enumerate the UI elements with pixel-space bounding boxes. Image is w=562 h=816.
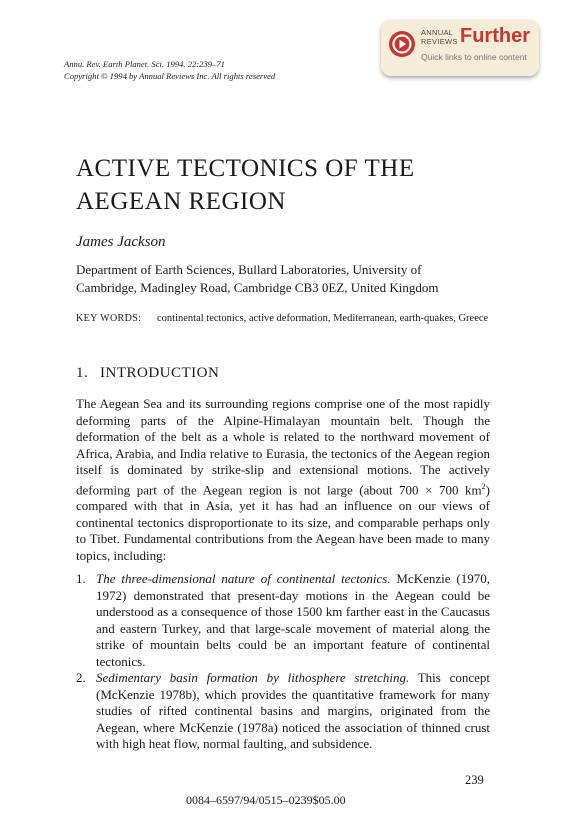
list-item-marker: 2. bbox=[76, 670, 86, 685]
affiliation-line-2: Cambridge, Madingley Road, Cambridge CB3 0EZ, United Kingdom bbox=[76, 280, 439, 295]
author-name: James Jackson bbox=[76, 234, 166, 250]
list-item bbox=[76, 670, 490, 753]
list-item-emphasis: The three-dimensional nature of continental tectonics. bbox=[96, 571, 391, 586]
section-title: INTRODUCTION bbox=[100, 365, 220, 381]
intro-paragraph bbox=[76, 396, 490, 564]
author-affiliation bbox=[76, 261, 439, 297]
list-item bbox=[76, 571, 490, 670]
keywords-label: KEY WORDS: bbox=[76, 313, 142, 324]
list-item-text: This concept (McKenzie 1978b), which provides the quantitative framework for many studies of rifted continental basins and margins, originated from the Aegean, where McKenzie (1978a) noticed the association of thinned crust with high heat flow, normal faulting, and subsidence. bbox=[96, 670, 490, 751]
article-title bbox=[76, 152, 415, 218]
badge-annual-reviews-label: ANNUAL REVIEWS bbox=[421, 28, 458, 46]
section-number: 1. bbox=[76, 365, 89, 381]
intro-text-b: ) compared with that in Asia, yet it has had an influence on our views of continental tectonics disproportionate to its size, and comparable perhaps only to Tibet. Fundamental contributions from the Aegean have been made to many topics, including: bbox=[76, 481, 490, 563]
contributions-list bbox=[76, 571, 490, 753]
page-number: 239 bbox=[465, 773, 484, 787]
badge-quick-links-text: Quick links to online content bbox=[421, 52, 527, 62]
title-line-1: ACTIVE TECTONICS OF THE bbox=[76, 155, 415, 182]
keywords-text: continental tectonics, active deformation, Mediterranean, earth-quakes, Greece bbox=[157, 313, 489, 324]
list-item-emphasis: Sedimentary basin formation by lithosphere stretching. bbox=[96, 670, 410, 685]
annual-reviews-further-badge[interactable] bbox=[381, 20, 539, 76]
intro-text-a: The Aegean Sea and its surrounding regions comprise one of the most rapidly deforming parts of the Alpine-Himalayan mountain belt. Though the deformation of the belt as a whole is related to the northward movement of Africa, Arabia, and India relative to Eurasia, the tectonics of the Aegean region itself is dominated by strike-slip and extensional motions. The actively deforming part of the Aegean region is not large (about 700 × 700 km bbox=[76, 396, 490, 497]
badge-further-label: Further bbox=[460, 25, 530, 47]
section-heading bbox=[76, 365, 219, 382]
play-arrow-circle-icon bbox=[389, 31, 415, 57]
intro-superscript: 2 bbox=[481, 481, 486, 491]
citation-line-2: Copyright © 1994 by Annual Reviews Inc. All rights reserved bbox=[64, 71, 276, 81]
affiliation-line-1: Department of Earth Sciences, Bullard Laboratories, University of bbox=[76, 262, 422, 277]
citation-line-1: Annu. Rev. Earth Planet. Sci. 1994. 22:239–71 bbox=[64, 59, 225, 69]
title-line-2: AEGEAN REGION bbox=[76, 188, 286, 215]
journal-citation bbox=[64, 58, 275, 82]
footer-code: 0084–6597/94/0515–0239$05.00 bbox=[186, 793, 346, 807]
list-item-text: McKenzie (1970, 1972) demonstrated that present-day motions in the Aegean could be understood as a consequence of those 1500 km farther east in the Caucasus and eastern Turkey, and that large-scale movement of material along the strike of mountain belts could be an important feature of continental tectonics. bbox=[96, 571, 491, 669]
list-item-marker: 1. bbox=[76, 571, 86, 586]
